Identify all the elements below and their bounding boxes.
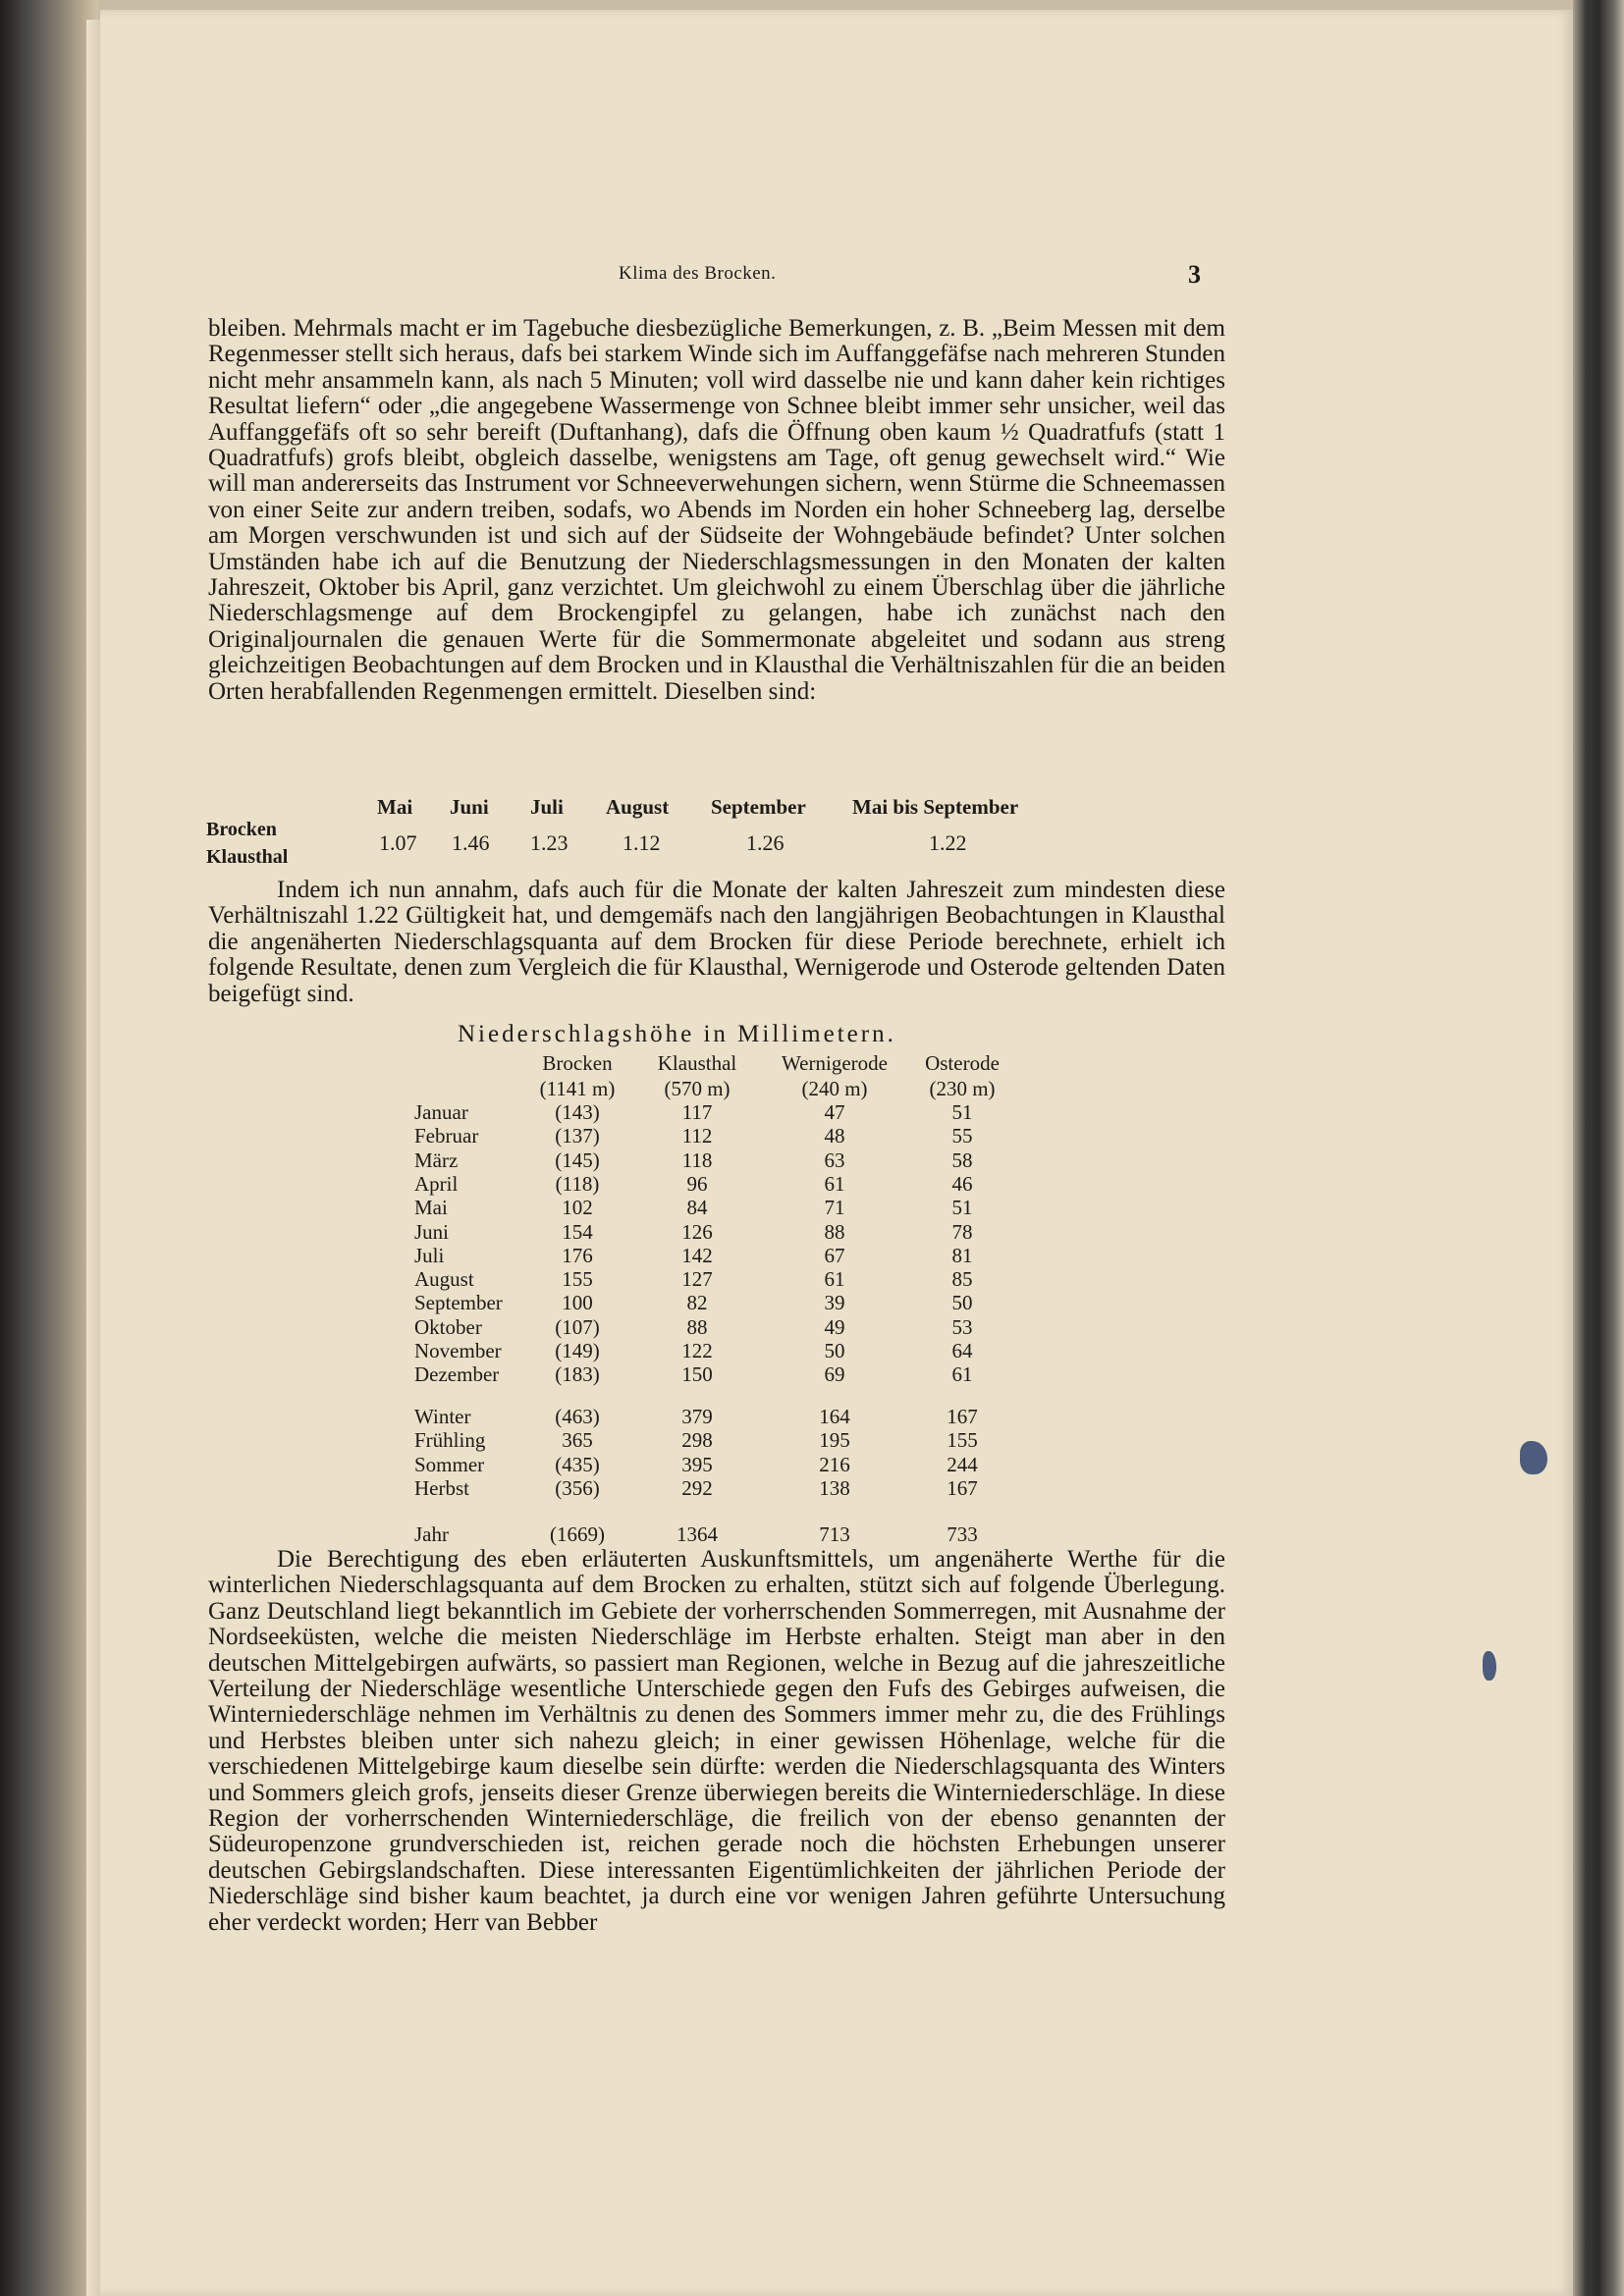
table-cell: 85	[951, 1267, 973, 1292]
row-label: September	[414, 1291, 503, 1315]
text-line: Beobachtungen auf dem Brocken und in Klausthal die Verhältniszahlen für die an	[352, 652, 1155, 679]
table-cell: (143)	[555, 1100, 600, 1124]
table-cell: 126	[681, 1219, 713, 1244]
table-cell: 51	[951, 1196, 973, 1220]
table-cell: 216	[819, 1452, 850, 1476]
text-line: liefern“ oder „die angegebene Wassermenge von Schnee bleibt immer sehr unsicher,	[296, 393, 1136, 420]
row-label: Jahr	[414, 1522, 449, 1546]
ratio-value: 1.22	[929, 830, 967, 855]
table-cell: 71	[824, 1196, 845, 1220]
book-binding	[0, 0, 98, 2296]
row-label: Winter	[414, 1405, 471, 1428]
column-elevation: (240 m)	[801, 1077, 868, 1100]
row-label: Dezember	[414, 1362, 500, 1387]
row-label: März	[414, 1148, 459, 1172]
table-cell: 365	[562, 1428, 593, 1453]
text-line: Vergleich die für Klausthal, Wernigerode und Osterode geltenden Daten beigefügt sind.	[208, 954, 1225, 1007]
ratio-value: 1.23	[530, 830, 568, 855]
text-line: gleichwohl zu einem Überschlag über die jährliche Niederschlagsmenge auf dem	[208, 574, 1225, 627]
table-cell: 154	[562, 1219, 593, 1244]
paragraph	[208, 1547, 1225, 1936]
text-line: in den Monaten der kalten Jahreszeit, Oktober bis April, ganz verzichtet. Um	[208, 548, 1225, 602]
table-cell: 84	[686, 1196, 708, 1220]
text-line: auf folgende Überlegung. Ganz Deutschland liegt bekanntlich im Gebiete der	[208, 1572, 1225, 1625]
table-cell: (356)	[555, 1475, 600, 1500]
table-cell: 117	[681, 1100, 713, 1124]
table-cell: 63	[824, 1148, 845, 1172]
ratio-value: 1.46	[452, 830, 490, 855]
table-cell: 61	[824, 1171, 845, 1196]
table-cell: 55	[951, 1124, 973, 1148]
text-line: der jährlichen Periode der Niederschläge sind bisher kaum beachtet, ja durch eine	[208, 1856, 1225, 1910]
table-title: Niederschlagshöhe in Millimetern.	[458, 1021, 896, 1047]
table-cell: 88	[824, 1219, 845, 1244]
ratio-label-klausthal: Klausthal	[206, 846, 289, 868]
table-cell: 51	[951, 1100, 973, 1124]
table-cell: 150	[681, 1362, 713, 1387]
table-cell: 127	[681, 1267, 713, 1292]
row-label: Herbst	[414, 1475, 469, 1500]
row-label: Februar	[414, 1124, 479, 1148]
row-label: Sommer	[414, 1452, 485, 1476]
text-line: Tage, oft genug gewechselt wird.“ Wie will man andererseits das Instrument vor	[208, 445, 1225, 498]
table-cell: 112	[681, 1124, 713, 1148]
table-cell: 46	[951, 1171, 973, 1196]
table-cell: 81	[951, 1243, 973, 1267]
ratio-value: 1.12	[623, 830, 661, 855]
running-header: Klima des Brocken.	[619, 263, 777, 284]
table-cell: 155	[947, 1428, 978, 1453]
table-cell: 48	[824, 1124, 845, 1148]
table-cell: (118)	[555, 1171, 600, 1196]
text-line: zu, die des Frühlings und Herbstes bleiben unter sich nahezu gleich; in einer gewissen	[208, 1701, 1226, 1754]
text-line: Werte für die Sommermonate abgeleitet und sodann aus streng gleichzeitigen	[208, 625, 1226, 679]
text-line: bleiben. Mehrmals macht er im Tagebuche diesbezügliche Bemerkungen, z. B.	[208, 315, 986, 342]
text-line: beiden Orten herabfallenden Regenmengen ermittelt. Dieselben sind:	[208, 652, 1226, 705]
ink-stain	[1520, 1441, 1547, 1474]
table-cell: 100	[562, 1291, 593, 1315]
table-cell: 244	[947, 1452, 978, 1476]
table-cell: (137)	[555, 1124, 600, 1148]
table-cell: 39	[824, 1291, 845, 1315]
text-line: der Niederschläge wesentliche Unterschiede gegen den Fufs des Gebirges aufweisen,	[319, 1676, 1186, 1703]
table-cell: 733	[947, 1522, 978, 1546]
text-line: Höhenlage, welche für die verschiedenen Mittelgebirge kaum dieselbe sein dürfte:	[208, 1727, 1225, 1781]
text-line: mindesten diese Verhältniszahl 1.22 Gültigkeit hat, und demgemäfs nach den	[208, 877, 1225, 930]
table-cell: 64	[951, 1339, 973, 1362]
text-line: Indem ich nun annahm, dafs auch für die Monate der kalten Jahreszeit zum	[277, 877, 1056, 903]
column-header: Klausthal	[657, 1051, 737, 1075]
table-cell: 78	[951, 1219, 973, 1244]
row-label: August	[414, 1267, 474, 1292]
table-cell: (435)	[555, 1452, 600, 1476]
table-cell: 298	[681, 1428, 713, 1453]
table-cell: 164	[819, 1405, 850, 1428]
table-cell: 50	[951, 1291, 973, 1315]
text-line: vor wenigen Jahren geführte Untersuchung eher verdeckt worden; Herr van Bebber	[208, 1883, 1225, 1936]
table-cell: (145)	[555, 1148, 600, 1172]
text-line: sich im Auffanggefäfse nach mehreren Stunden nicht mehr ansammeln kann, als	[208, 341, 1225, 394]
text-line: vorherrschenden Sommerregen, mit Ausnahme der Nordseeküsten, welche die meisten	[208, 1597, 1225, 1651]
row-label: Januar	[414, 1100, 468, 1124]
table-cell: 69	[824, 1362, 845, 1387]
table-cell: 142	[681, 1243, 713, 1267]
row-label: Juni	[414, 1219, 450, 1244]
text-line: langjährigen Beobachtungen in Klausthal die angenäherten Niederschlagsquanta auf	[208, 902, 1226, 955]
row-label: Frühling	[414, 1428, 486, 1453]
page-number: 3	[1188, 260, 1201, 289]
table-cell: 167	[947, 1405, 978, 1428]
table-cell: 47	[824, 1100, 845, 1124]
row-label: Juli	[414, 1243, 445, 1267]
text-line: Schneeverwehungen sichern, wenn Stürme die Schneemassen von einer Seite zur	[208, 470, 1225, 523]
table-cell: 96	[686, 1171, 708, 1196]
table-cell: 713	[819, 1522, 850, 1546]
table-cell: (1669)	[550, 1522, 605, 1546]
ratio-header: Mai bis September	[852, 795, 1019, 819]
row-label: Mai	[414, 1196, 448, 1220]
table-cell: (183)	[555, 1362, 600, 1387]
text-line: weil das Auffanggefäfs oft so sehr bereift (Duftanhang), dafs die Öffnung oben kaum	[208, 393, 1225, 446]
ratio-header: September	[711, 795, 806, 819]
text-line: nach 5 Minuten; voll wird dasselbe nie und kann daher kein richtiges Resultat	[208, 366, 1226, 420]
column-elevation: (1141 m)	[539, 1077, 616, 1100]
ratio-label-brocken: Brocken	[206, 819, 277, 840]
table-cell: 58	[951, 1148, 973, 1172]
row-label: November	[414, 1339, 502, 1362]
column-elevation: (570 m)	[664, 1077, 731, 1100]
table-cell: (463)	[555, 1405, 600, 1428]
ratio-value: 1.07	[379, 830, 417, 855]
text-line: Niederschläge im Herbste erhalten. Steigt man aber in den deutschen Mittelgebirgen	[208, 1624, 1225, 1677]
text-line: für die winterlichen Niederschlagsquanta auf dem Brocken zu erhalten, stützt sich	[208, 1546, 1226, 1599]
text-line: Brockengipfel zu gelangen, habe ich zunächst nach den Originaljournalen die genauen	[208, 600, 1226, 653]
ratio-value: 1.26	[746, 830, 785, 855]
table-cell: 379	[681, 1405, 713, 1428]
text-line: am Morgen verschwunden ist und sich auf der Südseite der Wohngebäude befindet?	[208, 522, 1075, 550]
table-cell: 50	[824, 1339, 845, 1362]
text-line: Südeuropenzone grundverschieden ist, reichen gerade noch die höchsten Erhebungen	[208, 1831, 1136, 1858]
table-cell: 61	[951, 1362, 973, 1387]
table-cell: (107)	[555, 1314, 600, 1339]
text-line: Die Berechtigung des eben erläuterten Auskunftsmittels, um angenäherte Werthe	[277, 1546, 1138, 1573]
table-cell: 122	[681, 1339, 713, 1362]
text-line: aufwärts, so passiert man Regionen, welche in Bezug auf die jahreszeitliche Verteilung	[208, 1649, 1226, 1703]
table-cell: 118	[681, 1148, 713, 1172]
table-cell: 167	[947, 1475, 978, 1500]
table-cell: 53	[951, 1314, 973, 1339]
row-label: Oktober	[414, 1314, 482, 1339]
text-line: „Beim Messen mit dem Regenmesser stellt sich heraus, dafs bei starkem Winde	[208, 315, 1225, 368]
table-cell: 395	[681, 1452, 713, 1476]
ratio-header: Mai	[377, 795, 413, 819]
table-cell: 82	[686, 1291, 708, 1315]
paragraph	[208, 316, 1225, 705]
column-header: Osterode	[925, 1051, 1000, 1075]
table-cell: 61	[824, 1267, 845, 1292]
column-header: Brocken	[542, 1051, 613, 1075]
column-header: Wernigerode	[782, 1051, 888, 1075]
table-cell: 292	[681, 1475, 713, 1500]
text-line: dieser Grenze überwiegen bereits die Winterniederschläge. In diese Region der	[208, 1779, 1226, 1833]
binding-edge	[86, 20, 100, 2296]
row-label: April	[414, 1171, 459, 1196]
table-cell: 67	[824, 1243, 845, 1267]
ratio-header: Juli	[530, 795, 564, 819]
table-cell: 102	[562, 1196, 593, 1220]
page-edge	[1573, 0, 1624, 2296]
table-cell: 1364	[677, 1522, 718, 1546]
paragraph	[208, 878, 1225, 1007]
text-line: die Winterniederschläge nehmen im Verhältnis zu denen des Sommers immer mehr	[208, 1676, 1226, 1729]
column-elevation: (230 m)	[929, 1077, 996, 1100]
text-line: unserer deutschen Gebirgslandschaften. Diese interessanten Eigentümlichkeiten	[208, 1831, 1225, 1884]
ink-stain	[1483, 1651, 1496, 1681]
text-line: andern treiben, sodafs, wo Abends im Norden ein hoher Schneeberg lag, derselbe	[406, 496, 1226, 523]
ratio-header: August	[606, 795, 670, 819]
text-line: ½ Quadratfufs (statt 1 Quadratfufs) grofs bleibt, obgleich dasselbe, wenigstens am	[208, 418, 1226, 472]
ratio-header: Juni	[450, 795, 489, 819]
table-cell: 88	[686, 1314, 708, 1339]
text-line: Unter solchen Umständen habe ich auf die Benutzung der Niederschlagsmessungen	[208, 522, 1226, 575]
table-cell: 49	[824, 1314, 845, 1339]
table-cell: 195	[819, 1428, 850, 1453]
table-cell: 176	[562, 1243, 593, 1267]
text-line: werden die Niederschlagsquanta des Winters und Sommers gleich grofs, jenseits	[208, 1753, 1225, 1806]
table-cell: 155	[562, 1267, 593, 1292]
text-line: vorherrschenden Winterniederschläge, die freilich von der ebenso genannten der	[345, 1805, 1226, 1833]
table-cell: 138	[819, 1475, 850, 1500]
text-line: dem Brocken für diese Periode berechnete, erhielt ich folgende Resultate, denen zum	[208, 928, 1225, 982]
table-cell: (149)	[555, 1339, 600, 1362]
